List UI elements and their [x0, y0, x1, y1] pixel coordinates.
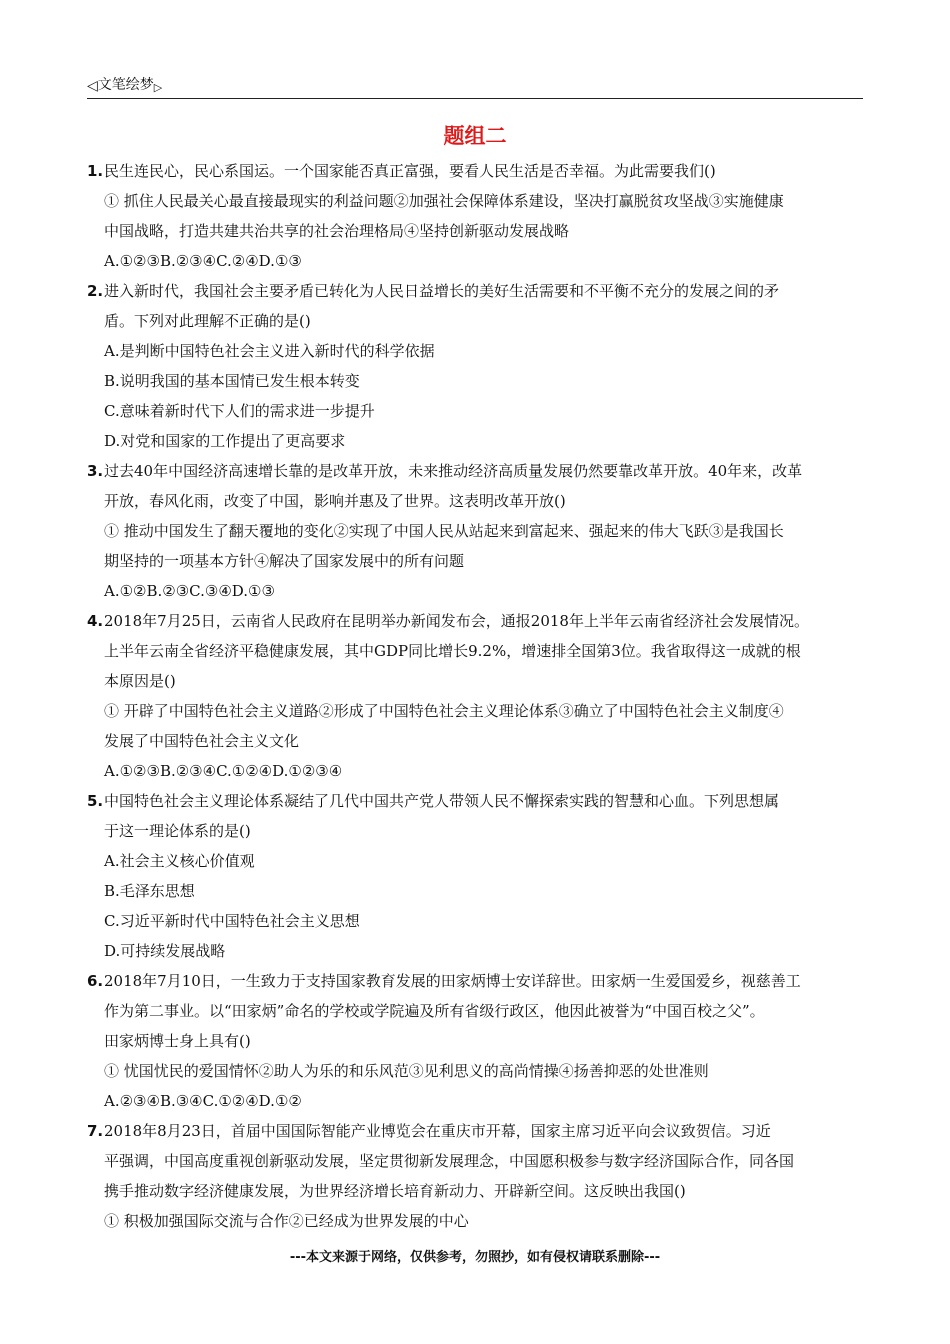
question-2 — [87, 276, 871, 456]
answer-options: A.①②③B.②③④C.②④D.①③ — [104, 252, 302, 270]
question-number: 5. — [87, 792, 104, 810]
question-5 — [87, 786, 871, 966]
question-text: 期坚持的一项基本方针④解决了国家发展中的所有问题 — [104, 552, 465, 570]
answer-option: A.是判断中国特色社会主义进入新时代的科学依据 — [104, 342, 435, 360]
question-text: ① 抓住人民最关心最直接最现实的利益问题②加强社会保障体系建设，坚决打赢脱贫攻坚战③实施健康 — [104, 192, 784, 210]
question-text: 作为第二事业。以“田家炳”命名的学校或学院遍及所有省级行政区，他因此被誉为“中国百校之父”。 — [104, 1002, 765, 1020]
question-text: 发展了中国特色社会主义文化 — [104, 732, 300, 750]
question-text: 平强调，中国高度重视创新驱动发展，坚定贯彻新发展理念，中国愿积极参与数字经济国际合作，同各国 — [104, 1152, 795, 1170]
question-text: 民生连民心，民心系国运。一个国家能否真正富强，要看人民生活是否幸福。为此需要我们() — [104, 162, 716, 180]
question-text: 田家炳博士身上具有() — [104, 1032, 251, 1050]
question-text: ① 积极加强国际交流与合作②已经成为世界发展的中心 — [104, 1212, 469, 1230]
question-text: 本原因是() — [104, 672, 176, 690]
answer-option: C.意味着新时代下人们的需求进一步提升 — [104, 402, 375, 420]
question-list — [87, 156, 871, 1236]
header-left-mark: ◁ — [87, 78, 98, 94]
question-number: 1. — [87, 162, 104, 180]
answer-options: A.②③④B.③④C.①②④D.①② — [104, 1092, 302, 1110]
question-number: 6. — [87, 972, 104, 990]
question-number: 2. — [87, 282, 104, 300]
question-text: 过去40年中国经济高速增长靠的是改革开放，未来推动经济高质量发展仍然要靠改革开放。40年来，改革 — [104, 462, 803, 480]
page-header — [87, 74, 863, 99]
question-6 — [87, 966, 871, 1116]
question-text: 中国战略，打造共建共治共享的社会治理格局④坚持创新驱动发展战略 — [104, 222, 570, 240]
page-footer: ---本文来源于网络，仅供参考，勿照抄，如有侵权请联系删除--- — [289, 1250, 661, 1265]
question-text: 于这一理论体系的是() — [104, 822, 251, 840]
question-3 — [87, 456, 871, 606]
header-right-mark: ▷ — [153, 81, 163, 94]
answer-option: B.毛泽东思想 — [104, 882, 195, 900]
question-number: 7. — [87, 1122, 104, 1140]
question-text: 上半年云南全省经济平稳健康发展，其中GDP同比增长9.2%，增速排全国第3位。我省取得这一成就的根 — [104, 642, 801, 660]
question-1 — [87, 156, 871, 276]
question-text: ① 推动中国发生了翻天覆地的变化②实现了中国人民从站起来到富起来、强起来的伟大飞跃③是我国长 — [104, 522, 784, 540]
question-7 — [87, 1116, 871, 1236]
answer-options: A.①②③B.②③④C.①②④D.①②③④ — [104, 762, 343, 780]
question-text: 2018年8月23日，首届中国国际智能产业博览会在重庆市开幕，国家主席习近平向会议致贺信。习近 — [104, 1122, 771, 1140]
page-title: 题组二 — [443, 124, 507, 148]
question-text: 中国特色社会主义理论体系凝结了几代中国共产党人带领人民不懈探索实践的智慧和心血。下列思想属 — [104, 792, 780, 810]
question-number: 4. — [87, 612, 104, 630]
answer-option: C.习近平新时代中国特色社会主义思想 — [104, 912, 360, 930]
question-text: ① 开辟了中国特色社会主义道路②形成了中国特色社会主义理论体系③确立了中国特色社会主义制度④ — [104, 702, 784, 720]
answer-option: D.可持续发展战略 — [104, 942, 226, 960]
question-text: 2018年7月25日，云南省人民政府在昆明举办新闻发布会，通报2018年上半年云南省经济社会发展情况。 — [104, 612, 809, 630]
answer-option: D.对党和国家的工作提出了更高要求 — [104, 432, 346, 450]
answer-option: A.社会主义核心价值观 — [104, 852, 255, 870]
question-text: 开放，春风化雨，改变了中国，影响并惠及了世界。这表明改革开放() — [104, 492, 566, 510]
question-text: 进入新时代，我国社会主要矛盾已转化为人民日益增长的美好生活需要和不平衡不充分的发展之间的矛 — [104, 282, 780, 300]
answer-option: B.说明我国的基本国情已发生根本转变 — [104, 372, 360, 390]
answer-options: A.①②B.②③C.③④D.①③ — [104, 582, 275, 600]
question-text: ① 忧国忧民的爱国情怀②助人为乐的和乐风范③见利思义的高尚情操④扬善抑恶的处世准则 — [104, 1062, 709, 1080]
question-text: 携手推动数字经济健康发展，为世界经济增长培育新动力、开辟新空间。这反映出我国() — [104, 1182, 686, 1200]
question-text: 盾。下列对此理解不正确的是() — [104, 312, 311, 330]
question-4 — [87, 606, 871, 786]
header-text: 文笔绘梦 — [97, 77, 154, 93]
question-number: 3. — [87, 462, 104, 480]
question-text: 2018年7月10日，一生致力于支持国家教育发展的田家炳博士安详辞世。田家炳一生爱国爱乡，视慈善工 — [104, 972, 801, 990]
